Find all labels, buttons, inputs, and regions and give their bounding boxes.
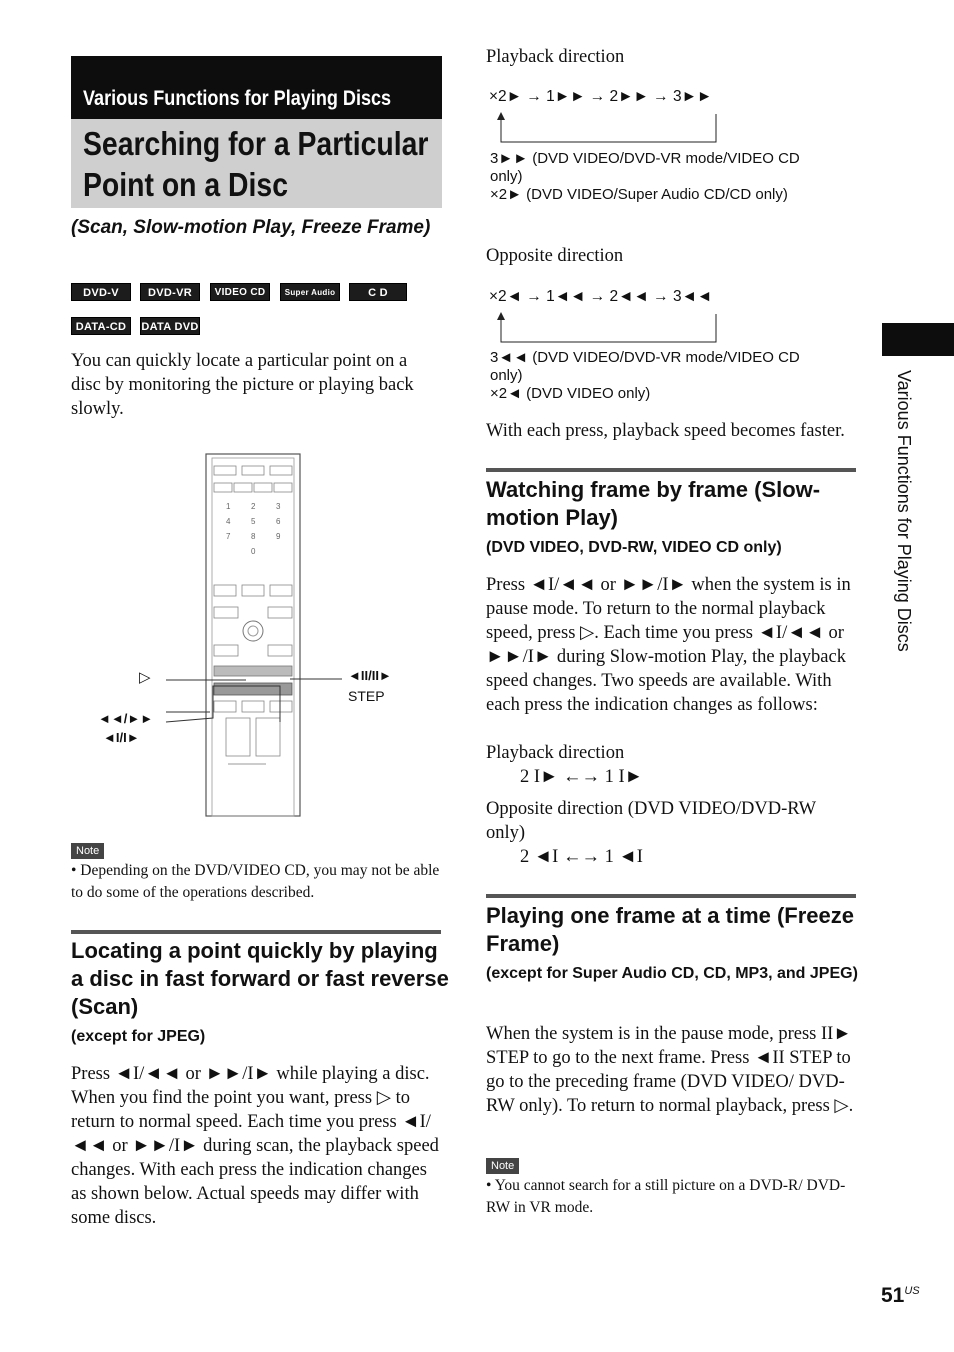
sidebar-section-label: Various Functions for Playing Discs [894,370,914,652]
note-tag: Note [486,1158,519,1174]
section-header-bar [71,56,442,119]
loop-arrow-icon [492,110,722,146]
svg-text:9: 9 [276,532,281,541]
section-rule [486,468,856,472]
disc-badge-video-cd: VIDEO CD [210,283,270,301]
note-tag: Note [71,843,104,859]
disc-badge-data-dvd: DATA DVD [140,317,200,335]
slow-playback-sequence: 2 I► ←→ 1 I► [520,767,643,787]
sidebar-tab [882,323,954,356]
remote-step-label: ◄II/II► [348,668,392,683]
remote-scan-label-2: ◄I/I► [103,730,140,745]
page-title: Searching for a Particular Point on a Disc [83,125,429,203]
page-title-block [71,119,442,208]
scan-subheading: (except for JPEG) [71,1028,206,1045]
svg-text:2: 2 [251,502,256,511]
scan-body: Press ◄I/◄◄ or ►►/I► while playing a disc. When you find the point you want, press ▷ to return to normal speed. Each time you press ◄I/◄◄ or ►►/I► during scan, the playback speed changes. With each press the indication changes as shown below. Actual speeds may differ with some discs. [71,1064,439,1228]
slow-playback-label: Playback direction [486,743,625,763]
opposite-note-a: 3◄◄ (DVD VIDEO/DVD-VR mode/VIDEO CD only) [490,349,800,384]
slow-body: Press ◄I/◄◄ or ►►/I► when the system is in pause mode. To return to the normal playback speed, press ▷. Each time you press ◄I/◄◄ or ►►/I► during Slow-motion Play, the playback speed changes. Two speeds are available. With each press the indication changes as follows: [486,575,851,715]
remote-control-icon [80,450,430,820]
playback-note-b: ×2► (DVD VIDEO/Super Audio CD/CD only) [490,186,788,203]
opposite-sequence: ×2◄ → 1◄◄ → 2◄◄ → 3◄◄ [489,288,713,305]
disc-badge-cd: C D [349,283,407,301]
page-number-suffix: US [904,1285,920,1297]
faster-text: With each press, playback speed becomes faster. [486,421,845,441]
slow-opposite-label: Opposite direction (DVD VIDEO/DVD-RW only) [486,799,816,843]
disc-badge-super-audio-cd: Super Audio CD [280,283,340,301]
scan-heading: Locating a point quickly by playing a disc in fast forward or fast reverse (Scan) [71,938,449,1019]
svg-text:3: 3 [276,502,281,511]
remote-play-label: ▷ [139,669,151,686]
intro-paragraph: You can quickly locate a particular point on a disc by monitoring the picture or playing back slowly. [71,351,414,419]
page-number [881,1284,920,1308]
section-header-text: Various Functions for Playing Discs [83,87,392,110]
page-number-value: 51 [881,1284,905,1307]
svg-text:6: 6 [276,517,281,526]
svg-text:1: 1 [226,502,231,511]
loop-arrow-icon [492,310,722,346]
freeze-heading: Playing one frame at a time (Freeze Frame) [486,903,855,956]
slow-heading: Watching frame by frame (Slow-motion Play) [486,477,821,530]
section-rule [486,894,856,898]
section-rule [71,930,441,934]
freeze-subheading: (except for Super Audio CD, CD, MP3, and JPEG) [486,965,858,982]
svg-text:0: 0 [251,547,256,556]
playback-direction-label: Playback direction [486,47,625,67]
note-text: • Depending on the DVD/VIDEO CD, you may not be able to do some of the operations described. [71,862,440,901]
note-text: • You cannot search for a still picture on a DVD-R/ DVD-RW in VR mode. [486,1177,846,1216]
disc-badge-dvd-v: DVD-V [71,283,131,301]
svg-text:4: 4 [226,517,231,526]
remote-step-word: STEP [348,688,385,704]
playback-note-a: 3►► (DVD VIDEO/DVD-VR mode/VIDEO CD only) [490,150,800,185]
svg-text:7: 7 [226,532,231,541]
disc-badge-dvd-vr: DVD-VR [140,283,200,301]
playback-sequence: ×2► → 1►► → 2►► → 3►► [489,88,713,105]
svg-text:8: 8 [251,532,256,541]
slow-opposite-sequence: 2 ◄I ←→ 1 ◄I [520,847,643,867]
disc-badge-data-cd: DATA-CD [71,317,131,335]
opposite-direction-label: Opposite direction [486,246,624,266]
page-subtitle: (Scan, Slow-motion Play, Freeze Frame) [71,217,431,238]
opposite-note-b: ×2◄ (DVD VIDEO only) [490,385,651,402]
freeze-body: When the system is in the pause mode, press II► STEP to go to the next frame. Press ◄II STEP to go to the preceding frame (DVD VIDEO/ DVD-RW only). To return to normal playback, press ▷. [486,1024,854,1116]
slow-subheading: (DVD VIDEO, DVD-RW, VIDEO CD only) [486,539,782,556]
remote-scan-label-1: ◄◄/►► [98,711,154,726]
svg-text:5: 5 [251,517,256,526]
